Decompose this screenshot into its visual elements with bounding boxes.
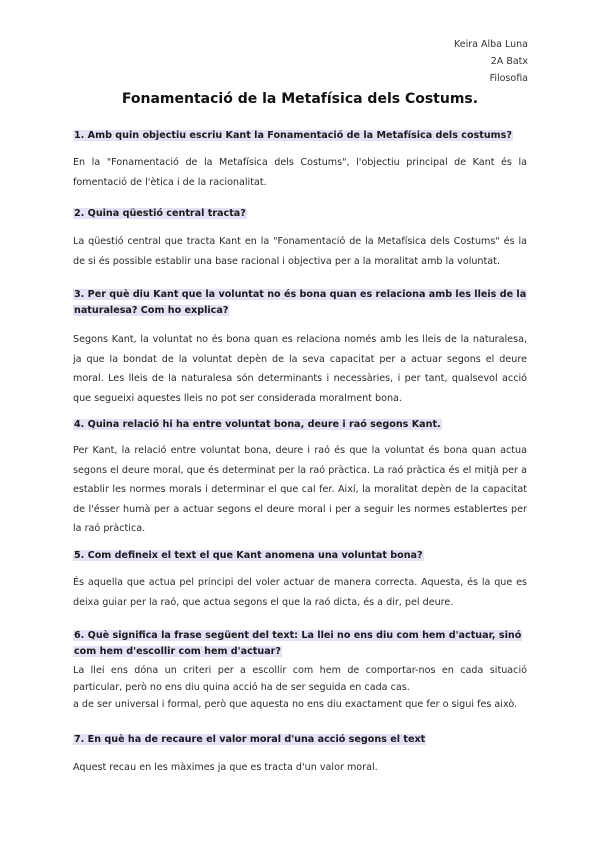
- question-2-text: 2. Quina qüestió central tracta?: [74, 208, 246, 219]
- author-name: Keira Alba Luna: [454, 39, 528, 50]
- class-name: 2A Batx: [490, 56, 528, 67]
- question-2: [73, 206, 527, 222]
- document-title: Fonamentació de la Metafísica dels Costums.: [121, 91, 479, 107]
- answer-7: Aquest recau en les màximes ja que es tracta d'un valor moral.: [73, 762, 378, 773]
- question-6-text: 6. Què significa la frase següent del text: La llei no ens diu com hem d'actuar, sinó com hem d'escollir com hem d'actuar?: [74, 630, 522, 657]
- question-1-text: 1. Amb quin objectiu escriu Kant la Fonamentació de la Metafísica dels costums?: [74, 130, 512, 141]
- answer-2: La qüestió central que tracta Kant en la "Fonamentació de la Metafísica dels Costums" és la de si és possible establir una base racional i objectiva per a la moralitat amb la voluntat.: [73, 236, 527, 267]
- answer-5: És aquella que actua pel principi del voler actuar de manera correcta. Aquesta, és la que es deixa guiar per la raó, que actua segons el que la raó dicta, és a dir, pel deure.: [73, 577, 527, 608]
- answer-4: Per Kant, la relació entre voluntat bona, deure i raó és que la voluntat és bona quan actua segons el deure moral, que és determinat per la raó pràctica. La raó pràctica és el mitjà per a establir les normes morals i determinar el que cal fer. Així, la moralitat depèn de la capacitat de l'ésser humà per a actuar segons el deure moral i per a seguir les normes establertes per la raó pràctica.: [73, 445, 527, 534]
- question-7-text: 7. En què ha de recaure el valor moral d'una acció segons el text: [74, 734, 426, 745]
- question-3-text: 3. Per què diu Kant que la voluntat no és bona quan es relaciona amb les lleis de la naturalesa? Com ho explica?: [74, 289, 527, 316]
- answer-3: Segons Kant, la voluntat no és bona quan es relaciona només amb les lleis de la naturalesa, ja que la bondat de la voluntat depèn de la seva capacitat per a actuar segons el deure moral. Les lleis de la naturalesa són determinants i necessàries, i per tant, qualsevol acció que segueixi aquestes lleis no pot ser considerada moralment bona.: [73, 334, 527, 404]
- question-5: [73, 548, 527, 564]
- header-meta: [454, 36, 528, 87]
- answer-1: En la "Fonamentació de la Metafísica dels Costums", l'objectiu principal de Kant és la fomentació de l'ètica i de la racionalitat.: [73, 157, 527, 188]
- question-4: [73, 417, 527, 433]
- subject-name: Filosofia: [489, 73, 528, 84]
- question-7: [73, 732, 527, 748]
- question-5-text: 5. Com defineix el text el que Kant anomena una voluntat bona?: [74, 550, 423, 561]
- answer-6a: La llei ens dóna un criteri per a escollir com hem de comportar-nos en cada situació particular, però no ens diu quina acció ha de ser seguida en cada cas.: [73, 665, 527, 693]
- question-6: [73, 628, 527, 660]
- answer-6b: a de ser universal i formal, però que aquesta no ens diu exactament que fer o sigui fes això.: [73, 699, 518, 710]
- question-4-text: 4. Quina relació hi ha entre voluntat bona, deure i raó segons Kant.: [74, 419, 441, 430]
- question-1: [73, 128, 527, 144]
- question-3: [73, 287, 527, 319]
